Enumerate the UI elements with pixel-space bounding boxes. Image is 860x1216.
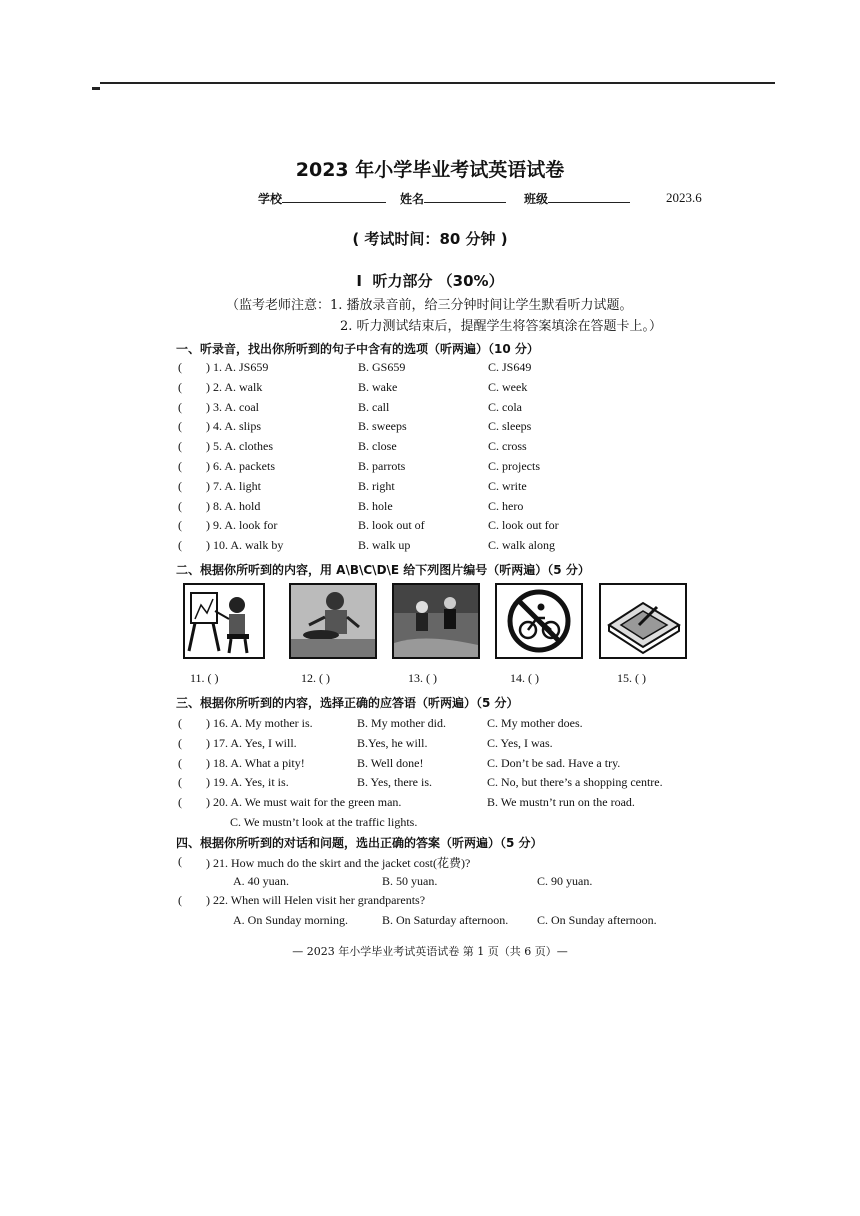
option-c: C. Yes, I was. <box>487 735 553 750</box>
exam-date: 2023.6 <box>666 190 702 205</box>
picture-tile-on-floor <box>599 583 687 659</box>
section2-heading: 二、根据你所听到的内容，用 A\B\C\D\E 给下列图片编号（听两遍）（5 分） <box>176 563 590 577</box>
q21-option-c: C. 90 yuan. <box>537 874 593 888</box>
answer-paren[interactable]: ( <box>178 459 182 473</box>
option-b: B.Yes, he will. <box>357 735 428 750</box>
option-a: ) 2. A. walk <box>206 379 263 394</box>
answer-paren-20[interactable]: ( <box>178 795 182 809</box>
option-c: C. hero <box>488 498 524 513</box>
name-label: 姓名 <box>400 192 425 206</box>
section4-heading: 四、根据你所听到的对话和问题，选出正确的答案（听两遍）（5 分） <box>176 836 543 850</box>
option-c: C. walk along <box>488 538 555 553</box>
option-a: ) 10. A. walk by <box>206 538 284 553</box>
picture-children-outdoors <box>392 583 480 659</box>
answer-paren[interactable]: ( <box>178 439 182 454</box>
q20-option-a: ) 20. A. We must wait for the green man. <box>206 795 402 809</box>
answer-paren-21[interactable]: ( <box>178 854 182 868</box>
q21-question: ) 21. How much do the skirt and the jacket cost(花费)? <box>206 856 471 870</box>
option-c: C. Don’t be sad. Have a try. <box>487 755 621 770</box>
option-a: ) 1. A. JS659 <box>206 360 269 374</box>
option-b: B. right <box>358 478 395 493</box>
option-b: B. My mother did. <box>357 716 446 730</box>
option-b: B. call <box>358 399 390 414</box>
page-footer: — 2023 年小学毕业考试英语试卷 第 1 页（共 6 页）— <box>292 945 568 958</box>
q21-option-a: A. 40 yuan. <box>233 874 289 888</box>
option-c: C. look out for <box>488 518 559 533</box>
option-a: ) 17. A. Yes, I will. <box>206 735 297 750</box>
answer-paren[interactable]: ( <box>178 735 182 750</box>
q22-option-c: C. On Sunday afternoon. <box>537 913 657 927</box>
option-a: ) 16. A. My mother is. <box>206 716 313 730</box>
q22-option-b: B. On Saturday afternoon. <box>382 913 509 927</box>
option-b: B. wake <box>358 379 398 394</box>
answer-paren[interactable]: ( <box>178 716 182 730</box>
exam-time: ( 考试时间：80 分钟 ) <box>352 230 508 248</box>
option-c: C. My mother does. <box>487 716 583 730</box>
option-b: B. look out of <box>358 518 425 533</box>
answer-paren[interactable]: ( <box>178 478 182 493</box>
part-heading <box>0 270 860 291</box>
option-b: B. Yes, there is. <box>357 775 433 790</box>
option-c: C. JS649 <box>488 360 532 374</box>
name-blank[interactable] <box>424 190 506 203</box>
class-field <box>524 190 630 207</box>
option-a: ) 4. A. slips <box>206 419 262 434</box>
picture-label-14[interactable]: 14. ( ) <box>510 671 539 685</box>
picture-label-11[interactable]: 11. ( ) <box>190 671 219 685</box>
picture-label-13[interactable]: 13. ( ) <box>408 671 437 685</box>
boy-cooking-icon <box>291 585 375 657</box>
notice-line-2: 2. 听力测试结束后，提醒学生将答案填涂在答题卡上。） <box>340 319 663 334</box>
option-c: C. projects <box>488 459 540 473</box>
picture-girl-painting <box>183 583 265 659</box>
class-blank[interactable] <box>548 190 630 203</box>
q22-option-a: A. On Sunday morning. <box>233 913 348 927</box>
option-a: ) 9. A. look for <box>206 518 278 533</box>
girl-painting-icon <box>185 585 263 657</box>
option-a: ) 5. A. clothes <box>206 439 273 454</box>
option-b: B. walk up <box>358 538 411 553</box>
picture-no-cycling-sign <box>495 583 583 659</box>
q21-option-b: B. 50 yuan. <box>382 874 438 888</box>
name-field <box>400 190 506 207</box>
option-b: B. sweeps <box>358 419 407 434</box>
part-roman: Ⅰ <box>356 272 362 290</box>
answer-paren[interactable]: ( <box>178 379 182 394</box>
children-outdoors-icon <box>394 585 478 657</box>
answer-paren[interactable]: ( <box>178 538 182 553</box>
option-a: ) 18. A. What a pity! <box>206 755 305 770</box>
option-b: B. hole <box>358 498 393 513</box>
picture-label-15[interactable]: 15. ( ) <box>617 671 646 685</box>
option-a: ) 7. A. light <box>206 478 262 493</box>
school-label: 学校 <box>258 192 283 206</box>
top-rule-mark <box>92 87 100 90</box>
option-c: C. cross <box>488 439 527 454</box>
option-b: B. Well done! <box>357 755 424 770</box>
option-c: C. No, but there’s a shopping centre. <box>487 775 663 790</box>
option-c: C. cola <box>488 399 522 414</box>
school-field <box>258 190 386 207</box>
answer-paren[interactable]: ( <box>178 419 182 434</box>
answer-paren[interactable]: ( <box>178 360 182 374</box>
option-b: B. close <box>358 439 397 454</box>
answer-paren[interactable]: ( <box>178 755 182 770</box>
picture-boy-cooking <box>289 583 377 659</box>
option-b: B. parrots <box>358 459 406 473</box>
floor-tile-icon <box>601 585 685 657</box>
option-c: C. sleeps <box>488 419 532 434</box>
option-a: ) 3. A. coal <box>206 399 259 414</box>
option-c: C. week <box>488 379 528 394</box>
part-text: 听力部分 （30%） <box>372 272 504 290</box>
answer-paren[interactable]: ( <box>178 498 182 513</box>
notice-line-1: （监考老师注意：1. 播放录音前，给三分钟时间让学生默看听力试题。 <box>226 298 633 313</box>
answer-paren[interactable]: ( <box>178 399 182 414</box>
q22-question: ) 22. When will Helen visit her grandparents? <box>206 893 426 907</box>
picture-label-12[interactable]: 12. ( ) <box>301 671 330 685</box>
answer-paren[interactable]: ( <box>178 775 182 790</box>
option-a: ) 19. A. Yes, it is. <box>206 775 289 790</box>
class-label: 班级 <box>524 192 549 206</box>
no-cycling-icon <box>497 585 581 657</box>
option-a: ) 6. A. packets <box>206 459 275 473</box>
answer-paren-22[interactable]: ( <box>178 893 182 907</box>
q20-option-b: B. We mustn’t run on the road. <box>487 795 635 809</box>
section1-heading: 一、听录音，找出你所听到的句子中含有的选项（听两遍）（10 分） <box>176 342 539 356</box>
option-b: B. GS659 <box>358 360 406 374</box>
top-rule <box>100 82 775 84</box>
section3-heading: 三、根据你所听到的内容，选择正确的应答语（听两遍）（5 分） <box>176 696 519 710</box>
q20-option-c: C. We mustn’t look at the traffic lights. <box>230 815 418 829</box>
option-a: ) 8. A. hold <box>206 498 261 513</box>
answer-paren[interactable]: ( <box>178 518 182 533</box>
school-blank[interactable] <box>282 190 386 203</box>
exam-title: 2023 年小学毕业考试英语试卷 <box>295 159 565 181</box>
option-c: C. write <box>488 478 527 493</box>
